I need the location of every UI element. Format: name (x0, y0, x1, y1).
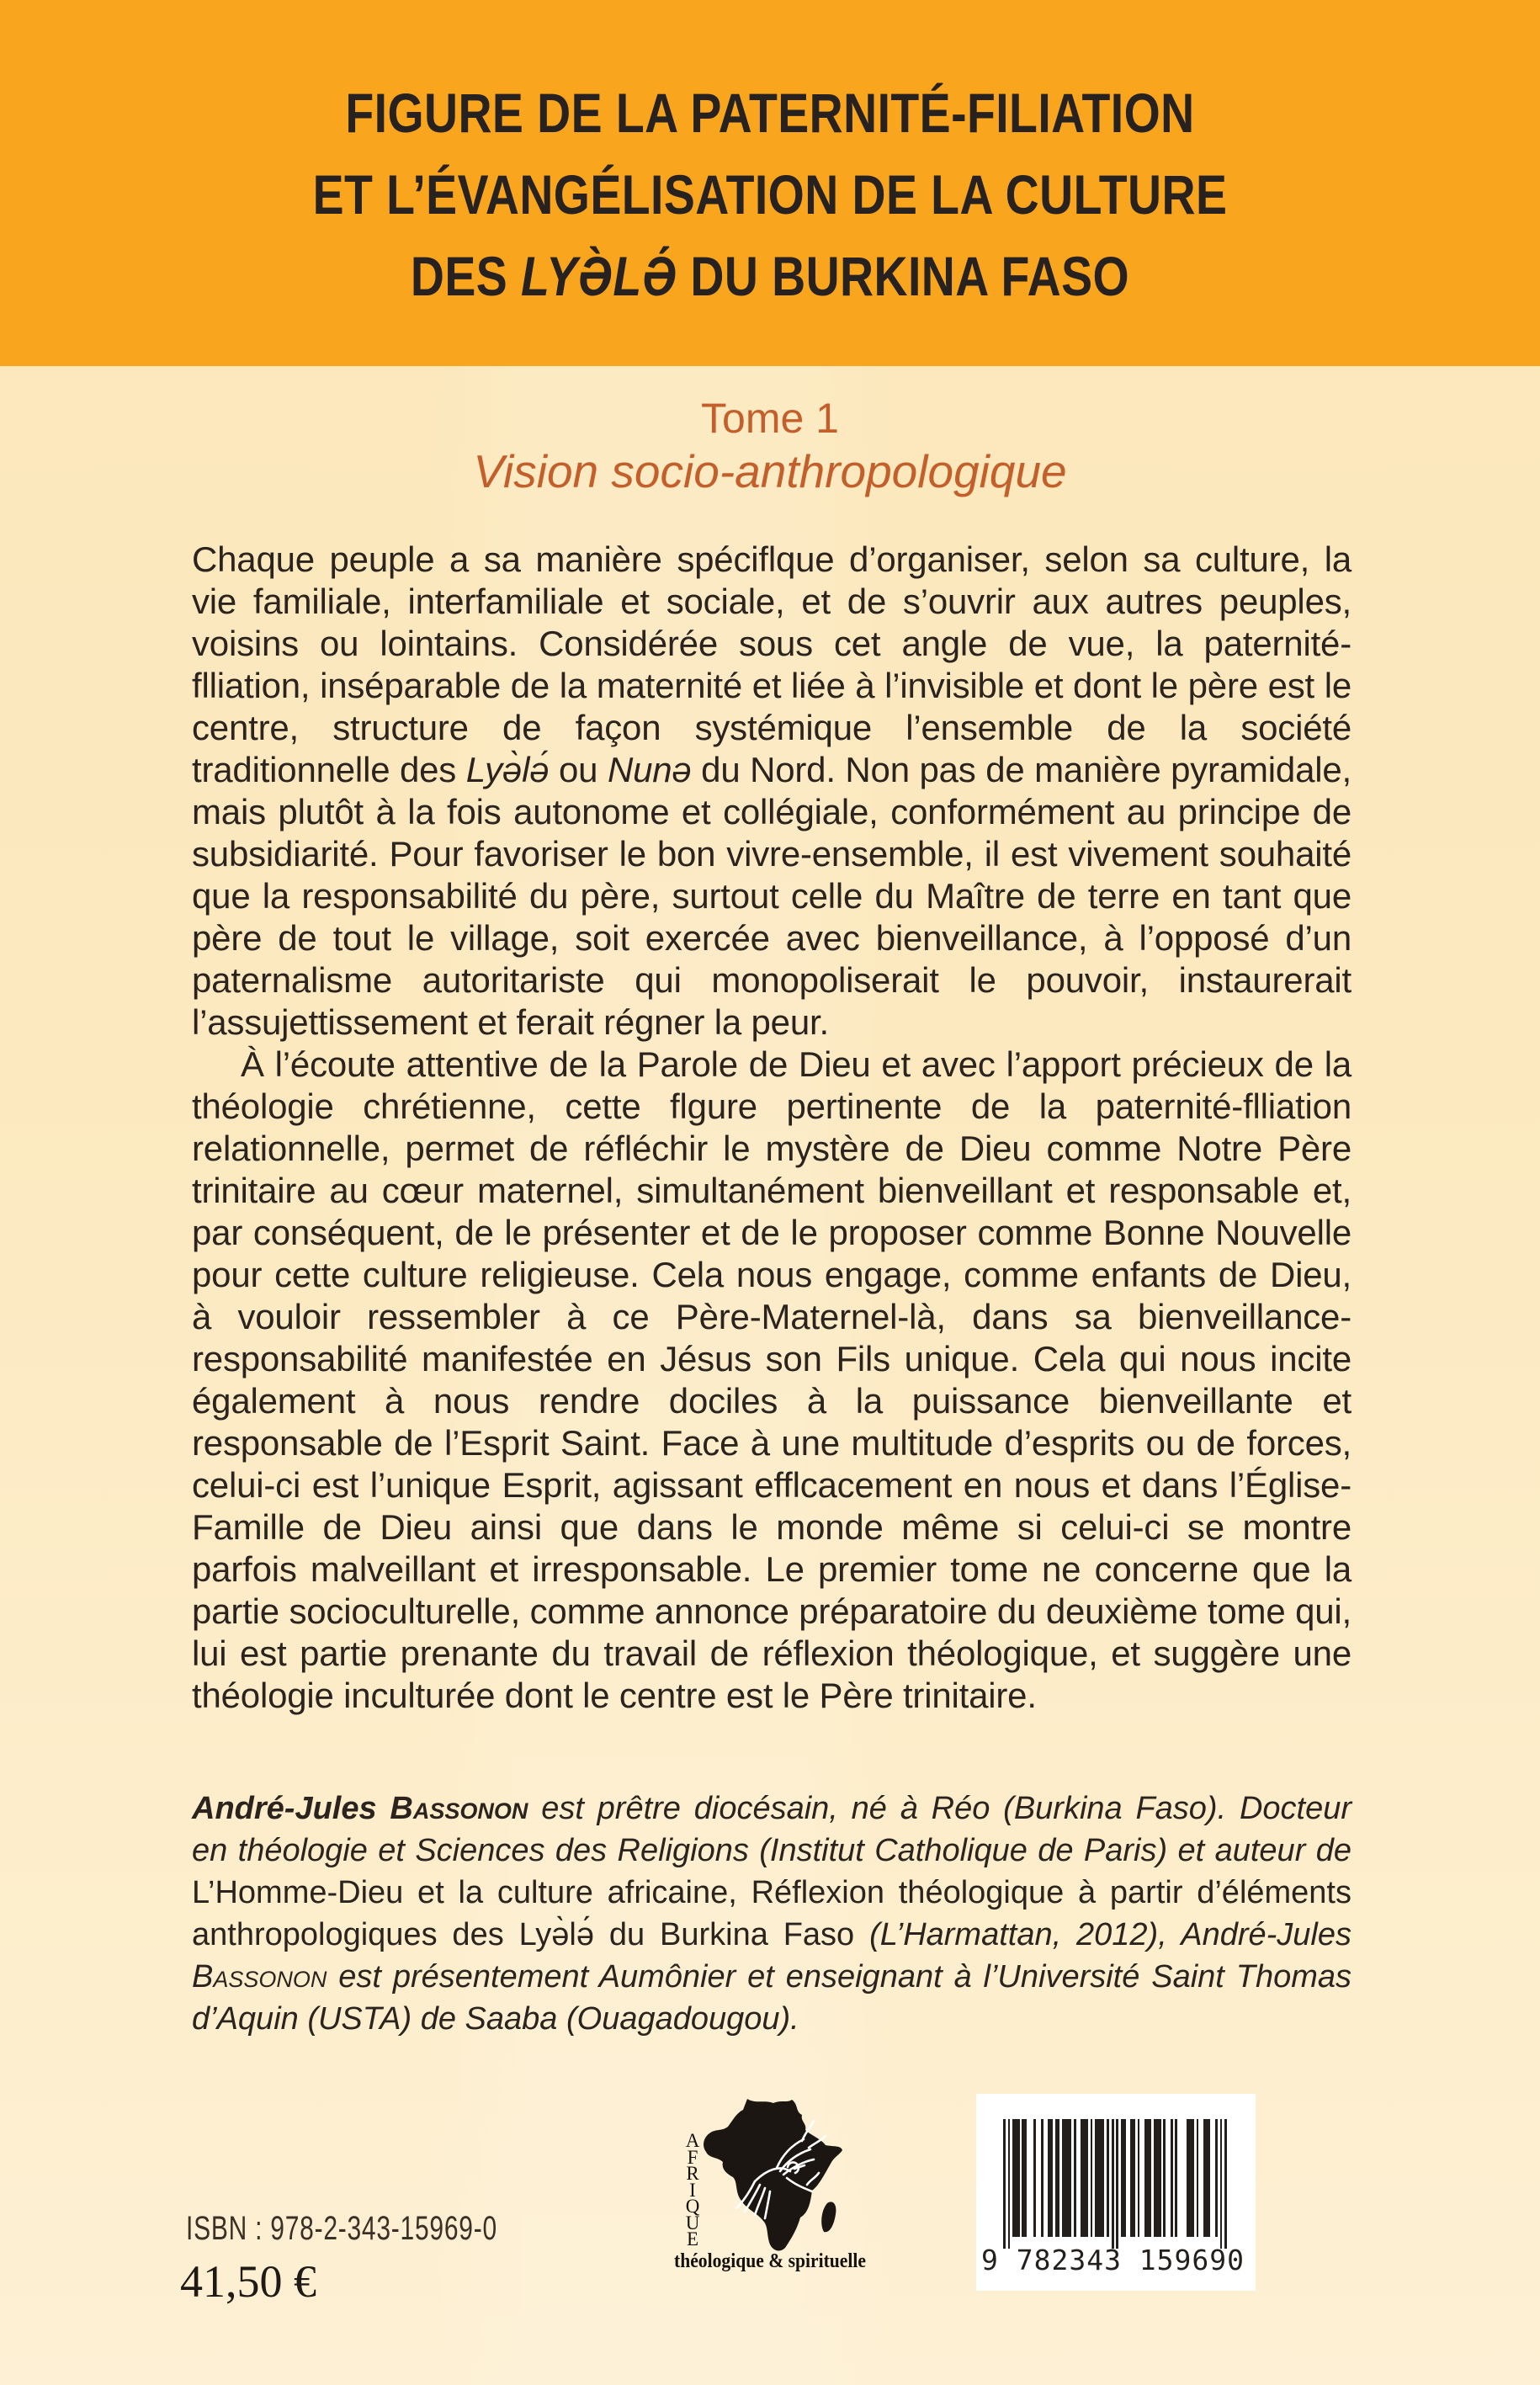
africa-logo (701, 2097, 844, 2253)
previous-book-title: L’Homme-Dieu et la culture africaine, Réflexion théologique à partir d’éléments anthropologiques des Lyə̀lə́ du Burkina Faso (192, 1875, 1351, 1952)
barcode-digits: 9 782343 159690 (981, 2244, 1245, 2276)
subtitle: Vision socio-anthropologique (473, 445, 1067, 497)
author-bio: André-Jules Bassonon est prêtre diocésain, né à Réo (Burkina Faso). Docteur en théologie et Sciences des Religions (Institut Catholique de Paris) et auteur de L’Homme-Dieu et la culture africaine, Réflexion théologique à partir d’éléments anthropologiques des Lyə̀lə́ du Burkina Faso (L’Harmattan, 2012), André-Jules Bassonon est présentement Aumônier et enseignant à l’Université Saint Thomas d’Aquin (USTA) de Saaba (Ouagadougou). (192, 1791, 1352, 2037)
author-surname-2: Bassonon (192, 1959, 327, 1995)
blurb-paragraph-2: À l’écoute attentive de la Parole de Dieu et avec l’apport précieux de la théologie chrétienne, cette flgure pertinente de la paternité-flliation relationnelle, permet de réfléchir le mystère de Dieu comme Notre Père trinitaire au cœur maternel, simultanément bienveillant et responsable et, par conséquent, de le présenter et de le proposer comme Bonne Nouvelle pour cette culture religieuse. Cela nous engage, comme enfants de Dieu, à vouloir ressembler à ce Père-Maternel-là, dans sa bienveillance-responsabilité manifestée en Jésus son Fils unique. Cela qui nous incite également à nous rendre dociles à la puissance bienveillante et responsable de l’Esprit Saint. Face à une multitude d’esprits ou de forces, celui-ci est l’unique Esprit, agissant efflcacement en nous et dans l’Église-Famille de Dieu ainsi que dans le monde même si celui-ci se montre parfois malveillant et irresponsable. Le premier tome ne concerne que la partie socioculturelle, comme annonce préparatoire du deuxième tome qui, lui est partie prenante du travail de réflexion théologique, et suggère une théologie inculturée dont le centre est le Père trinitaire. (192, 1044, 1351, 1715)
price-label: 41,50 € (180, 2256, 316, 2307)
back-cover-blurb (192, 539, 1351, 1717)
barcode (976, 2094, 1256, 2291)
ethnonym-italic: Lyə̀lə́ (465, 750, 550, 789)
barcode-bars (1003, 2119, 1229, 2250)
ethnonym-italic-2: Nunə (607, 750, 692, 789)
africa-silhouette (701, 2097, 844, 2253)
author-surname: Bassonon (390, 1791, 528, 1826)
isbn-label: ISBN : 978-2-343-15969-0 (186, 2210, 497, 2247)
blurb-paragraph-1: Chaque peuple a sa manière spéciflque d’organiser, selon sa culture, la vie familiale, interfamiliale et sociale, et de s’ouvrir aux autres peuples, voisins ou lointains. Considérée sous cet angle de vue, la paternité-flliation, inséparable de la maternité et liée à l’invisible et dont le père est le centre, structure de façon systémique l’ensemble de la société traditionnelle des Lyə̀lə́ ou Nunə du Nord. Non pas de manière pyramidale, mais plutôt à la fois autonome et collégiale, conformément au principe de subsidiarité. Pour favoriser le bon vivre-ensemble, il est vivement souhaité que la responsabilité du père, surtout celle du Maître de terre en tant que père de tout le village, soit exercée avec bienveillance, à l’opposé d’un paternalisme autoritariste qui monopoliserait le pouvoir, instaurerait l’assujettissement et ferait régner la peur. (192, 539, 1351, 1042)
title-line-3: DES LYƏ̀LƏ́ DU BURKINA FASO (410, 245, 1130, 307)
collection-name: théologique & spirituelle (673, 2250, 866, 2272)
title-line-1: FIGURE DE LA PATERNITÉ-FILIATION (345, 82, 1195, 144)
afrique-vertical-label: A F R I Q U E (685, 2130, 700, 2250)
title-line-2: ET L’ÉVANGÉLISATION DE LA CULTURE (312, 163, 1228, 226)
book-title (123, 72, 1416, 317)
author-name: André-Jules (192, 1791, 390, 1826)
title-ethnonym: LYƏ̀LƏ́ (520, 245, 677, 307)
tome-label: Tome 1 (701, 395, 839, 442)
